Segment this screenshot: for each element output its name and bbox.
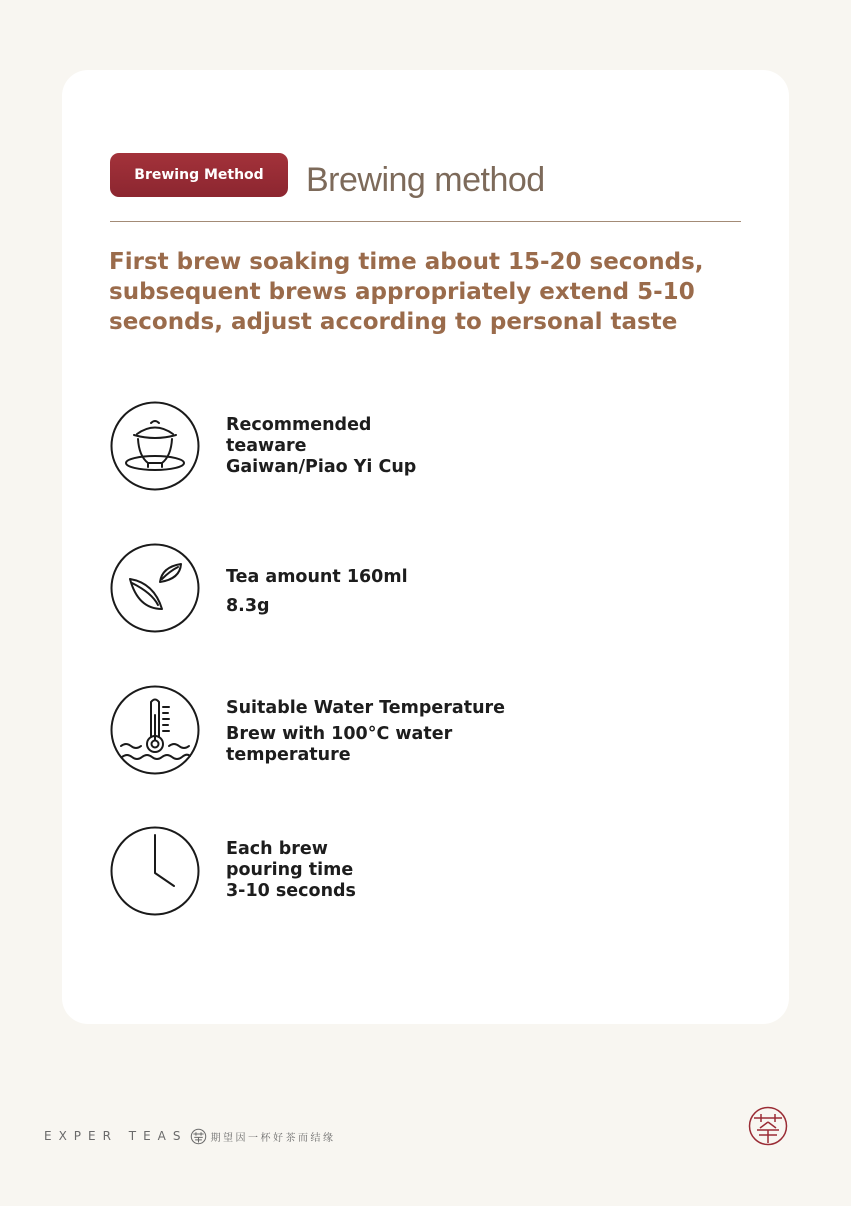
brand-slogan: 期望因一杯好茶而结缘: [210, 1132, 336, 1144]
teaware-text: Recommended teaware Gaiwan/Piao Yi Cup: [226, 415, 417, 477]
pouring-time-text: Each brew pouring time 3-10 seconds: [226, 839, 356, 901]
brand-name: EXPER TEAS: [44, 1129, 188, 1143]
tea-leaf-icon: [110, 543, 200, 633]
brand-seal-icon: [748, 1106, 788, 1146]
brand-mark-icon: [190, 1128, 207, 1145]
water-temp-title: Suitable Water Temperature: [226, 698, 506, 718]
thermometer-icon: [110, 685, 200, 775]
footer-brand: [44, 1126, 336, 1146]
tea-amount-text: Tea amount 160ml: [226, 567, 408, 587]
brewing-method-badge: Brewing Method: [110, 153, 288, 197]
tea-weight-text: 8.3g: [226, 596, 270, 616]
clock-icon: [110, 826, 200, 916]
intro-text: First brew soaking time about 15-20 seconds, subsequent brews appropriately extend 5-10 seconds, adjust according to personal taste: [109, 249, 704, 335]
water-temp-text: Brew with 100°C water temperature: [226, 724, 453, 765]
gaiwan-icon: [110, 401, 200, 491]
divider: [110, 221, 741, 222]
page-title: Brewing method: [306, 161, 545, 199]
